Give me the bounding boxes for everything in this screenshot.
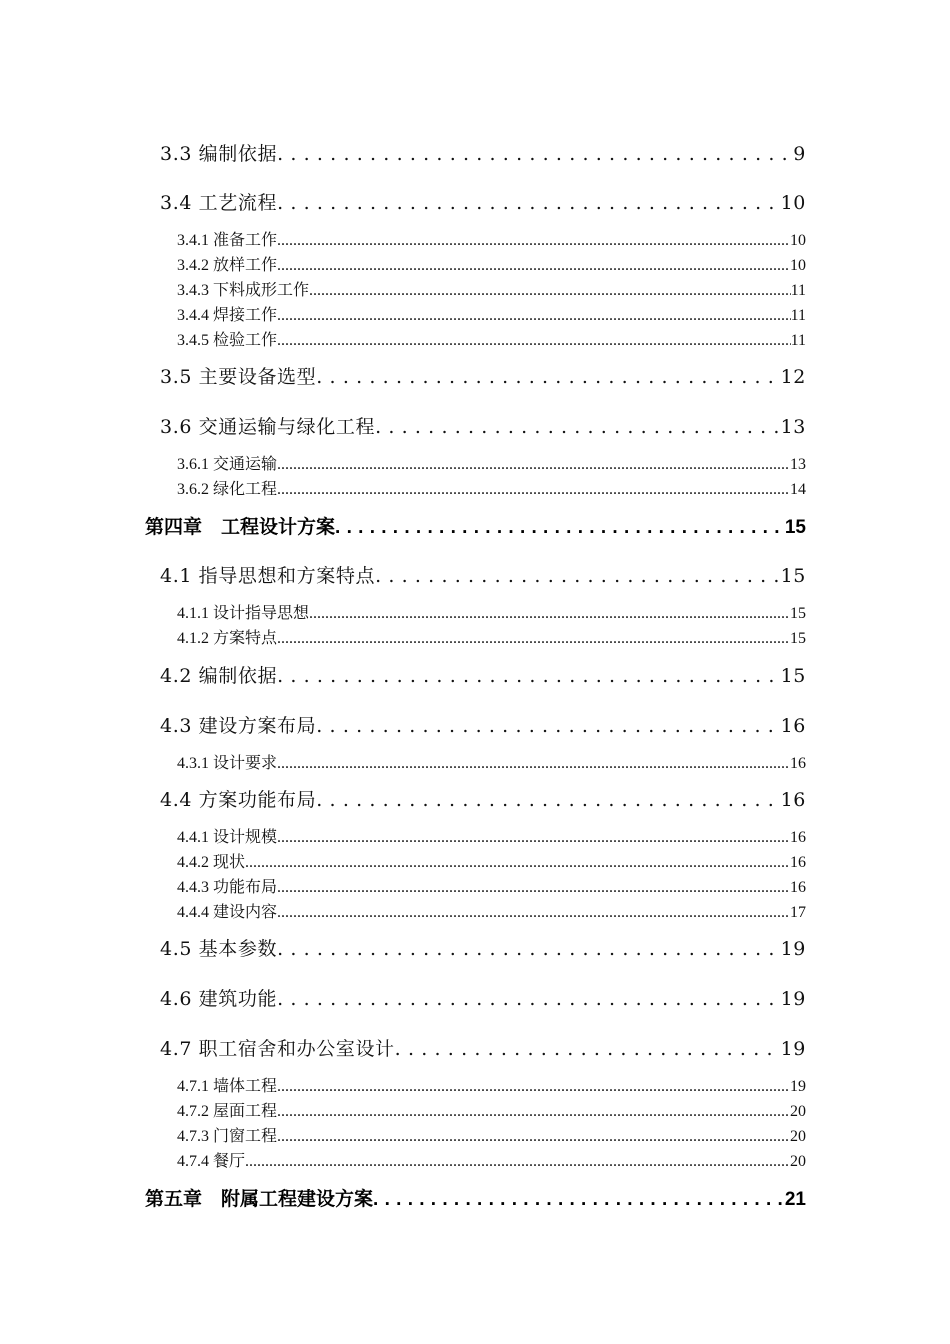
toc-entry-label: 4.4.2 现状 (177, 854, 246, 871)
toc-entry[interactable] (160, 934, 806, 961)
toc-page-number: 13 (790, 456, 806, 473)
toc-entry-label: 4.4.3 功能布局 (177, 879, 278, 896)
toc-leader-dots (316, 366, 780, 388)
toc-page-number: 16 (790, 829, 806, 846)
toc-entry[interactable] (177, 1073, 806, 1096)
toc-leader-dots (277, 1078, 790, 1096)
toc-entry-label: 3.5 主要设备选型 (160, 366, 317, 388)
toc-entry-label: 4.1.2 方案特点 (177, 630, 278, 647)
toc-entry[interactable] (177, 227, 806, 250)
toc-page-number: 15 (784, 517, 806, 538)
toc-entry[interactable] (177, 1098, 806, 1121)
toc-page-number: 16 (780, 715, 806, 737)
toc-leader-dots (277, 879, 790, 897)
toc-page-number: 11 (790, 332, 806, 349)
toc-leader-dots (277, 232, 790, 250)
toc-page-number: 10 (790, 257, 806, 274)
toc-entry-label: 4.4.4 建设内容 (177, 904, 278, 921)
toc-entry[interactable] (160, 412, 806, 439)
toc-page-number: 20 (790, 1103, 806, 1120)
toc-page-number: 16 (780, 789, 806, 811)
toc-entry[interactable] (160, 984, 806, 1011)
toc-leader-dots (277, 456, 790, 474)
toc-page-number: 15 (790, 605, 806, 622)
toc-entry[interactable] (160, 661, 806, 688)
toc-entry[interactable] (177, 476, 806, 499)
toc-page-number: 16 (790, 879, 806, 896)
toc-page-number: 19 (780, 938, 806, 960)
toc-leader-dots (309, 605, 790, 623)
toc-entry[interactable] (160, 188, 806, 215)
toc-entry-label: 3.6.1 交通运输 (177, 456, 278, 473)
toc-leader-dots (335, 517, 785, 539)
toc-entry-label: 4.1.1 设计指导思想 (177, 605, 310, 622)
toc-entry[interactable] (177, 302, 806, 325)
toc-entry[interactable] (160, 561, 806, 588)
toc-entry-label: 4.7.4 餐厅 (177, 1153, 246, 1170)
toc-leader-dots (277, 755, 790, 773)
toc-entry-label: 4.4 方案功能布局 (160, 789, 317, 811)
toc-entry[interactable] (160, 785, 806, 812)
toc-entry-label: 3.4.3 下料成形工作 (177, 282, 310, 299)
toc-leader-dots (277, 938, 781, 960)
toc-entry-label: 3.4 工艺流程 (160, 192, 278, 214)
toc-page-number: 11 (790, 307, 806, 324)
toc-entry-label: 4.4.1 设计规模 (177, 829, 278, 846)
toc-leader-dots (316, 789, 780, 811)
toc-page-number: 12 (780, 366, 806, 388)
toc-chapter-entry[interactable] (145, 1184, 806, 1211)
toc-page-number: 15 (790, 630, 806, 647)
toc-entry[interactable] (177, 874, 806, 897)
toc-leader-dots (277, 829, 790, 847)
toc-entry-label: 4.7.3 门窗工程 (177, 1128, 278, 1145)
toc-page-number: 10 (780, 192, 806, 214)
toc-page-number: 14 (790, 481, 806, 498)
toc-entry-label: 3.4.2 放样工作 (177, 257, 278, 274)
toc-entry-label: 4.1 指导思想和方案特点 (160, 565, 376, 587)
toc-leader-dots (245, 854, 790, 872)
toc-entry-label: 4.3 建设方案布局 (160, 715, 317, 737)
toc-leader-dots (277, 192, 781, 214)
toc-entry-label: 4.5 基本参数 (160, 938, 278, 960)
toc-leader-dots (277, 665, 781, 687)
toc-leader-dots (277, 307, 791, 325)
toc-entry[interactable] (177, 899, 806, 922)
toc-page-number: 16 (790, 854, 806, 871)
toc-entry[interactable] (177, 625, 806, 648)
toc-leader-dots (277, 630, 790, 648)
toc-page-number: 17 (790, 904, 806, 921)
toc-page-number: 19 (780, 988, 806, 1010)
toc-entry[interactable] (177, 277, 806, 300)
toc-entry-label: 4.6 建筑功能 (160, 988, 278, 1010)
toc-entry[interactable] (160, 711, 806, 738)
toc-entry-label: 3.4.4 焊接工作 (177, 307, 278, 324)
toc-page-number: 21 (784, 1189, 806, 1210)
toc-page-number: 15 (780, 565, 806, 587)
toc-page-number: 20 (790, 1153, 806, 1170)
toc-page-number: 20 (790, 1128, 806, 1145)
toc-entry[interactable] (177, 600, 806, 623)
toc-entry[interactable] (160, 362, 806, 389)
toc-entry-label: 4.2 编制依据 (160, 665, 278, 687)
toc-leader-dots (309, 282, 791, 300)
toc-entry[interactable] (177, 750, 806, 773)
toc-entry[interactable] (177, 1148, 806, 1171)
toc-entry-label: 4.7.1 墙体工程 (177, 1078, 278, 1095)
toc-entry-label: 3.4.5 检验工作 (177, 332, 278, 349)
toc-entry-label: 第五章 附属工程建设方案 (145, 1189, 374, 1210)
toc-entry[interactable] (177, 451, 806, 474)
toc-entry-label: 4.7.2 屋面工程 (177, 1103, 278, 1120)
toc-leader-dots (395, 1038, 781, 1060)
toc-entry[interactable] (160, 139, 806, 166)
toc-chapter-entry[interactable] (145, 512, 806, 539)
toc-leader-dots (245, 1153, 790, 1171)
toc-entry-label: 4.7 职工宿舍和办公室设计 (160, 1038, 395, 1060)
toc-leader-dots (277, 904, 790, 922)
toc-entry-label: 3.6.2 绿化工程 (177, 481, 278, 498)
toc-page-number: 10 (790, 232, 806, 249)
toc-entry-label: 3.6 交通运输与绿化工程 (160, 416, 376, 438)
toc-leader-dots (277, 143, 793, 165)
toc-page-number: 11 (790, 282, 806, 299)
toc-leader-dots (277, 1103, 790, 1121)
toc-leader-dots (277, 481, 790, 499)
toc-leader-dots (375, 565, 781, 587)
toc-page-number: 19 (790, 1078, 806, 1095)
toc-page-number: 19 (780, 1038, 806, 1060)
toc-page-number: 13 (780, 416, 806, 438)
toc-entry[interactable] (177, 252, 806, 275)
toc-entry-label: 3.3 编制依据 (160, 143, 278, 165)
toc-page-number: 9 (793, 143, 806, 165)
toc-entry-label: 第四章 工程设计方案 (145, 517, 336, 538)
toc-leader-dots (277, 257, 790, 275)
toc-leader-dots (373, 1189, 785, 1211)
toc-leader-dots (277, 332, 791, 350)
toc-leader-dots (316, 715, 780, 737)
toc-entry[interactable] (160, 1034, 806, 1061)
toc-entry[interactable] (177, 1123, 806, 1146)
toc-leader-dots (277, 988, 781, 1010)
toc-entry-label: 4.3.1 设计要求 (177, 755, 278, 772)
toc-entry[interactable] (177, 824, 806, 847)
toc-leader-dots (375, 416, 781, 438)
toc-entry[interactable] (177, 327, 806, 350)
toc-leader-dots (277, 1128, 790, 1146)
toc-entry[interactable] (177, 849, 806, 872)
toc-page-number: 16 (790, 755, 806, 772)
toc-entry-label: 3.4.1 准备工作 (177, 232, 278, 249)
toc-page-number: 15 (780, 665, 806, 687)
